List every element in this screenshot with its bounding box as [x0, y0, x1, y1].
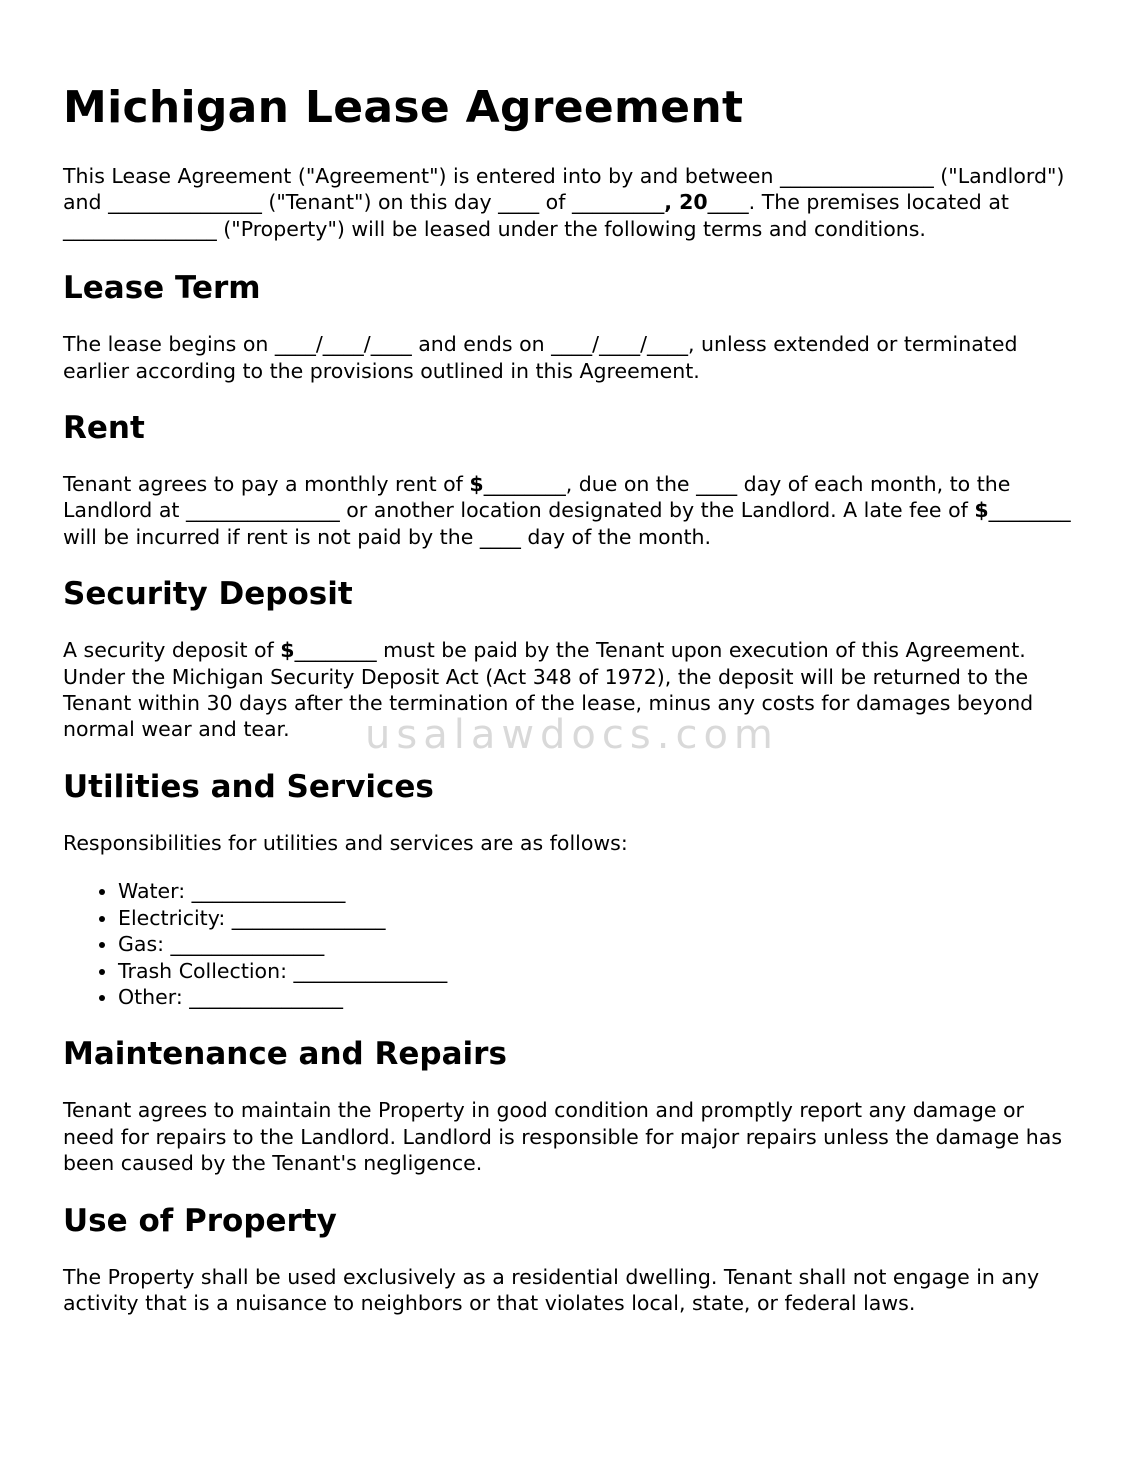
list-item: • Water: _______________	[118, 878, 1073, 904]
lease-term-paragraph: The lease begins on ____/____/____ and ends on ____/____/____, unless extended or terminated earlier according to the provisions outlined in this Agreement.	[63, 332, 1018, 383]
dollar-sign: $	[280, 638, 295, 663]
watermark: usalawdocs.com	[365, 712, 779, 758]
document-page	[63, 0, 1073, 1316]
lease-term-heading: Lease Term	[63, 270, 261, 307]
list-item: • Other: _______________	[118, 984, 1073, 1010]
use-of-property-paragraph: The Property shall be used exclusively as a residential dwelling. Tenant shall not engage in any activity that is a nuisance to neighbors or that violates local, state, or federal laws.	[63, 1264, 1040, 1315]
document-title: Michigan Lease Agreement	[63, 82, 744, 133]
use-of-property-heading: Use of Property	[63, 1202, 337, 1239]
list-item: • Trash Collection: _______________	[118, 958, 1073, 984]
intro-paragraph	[63, 163, 1073, 242]
intro-text-end: ____. The premises located at _______________ ("Property") will be leased under the following terms and conditions.	[63, 190, 1009, 241]
dollar-sign: $	[974, 498, 989, 523]
dollar-sign: $	[469, 472, 484, 497]
utilities-list	[63, 878, 1073, 1010]
security-deposit-heading: Security Deposit	[63, 576, 353, 613]
list-item: • Electricity: _______________	[118, 905, 1073, 931]
list-item: • Gas: _______________	[118, 931, 1073, 957]
utilities-heading: Utilities and Services	[63, 768, 434, 805]
maintenance-heading: Maintenance and Repairs	[63, 1036, 507, 1073]
intro-year-prefix: , 20	[664, 190, 708, 215]
intro-text: This Lease Agreement ("Agreement") is entered into by and between _______________ ("Landlord") and _______________ ("Tenant") on this day ____ of _________	[63, 164, 1065, 215]
security-deposit-paragraph: A security deposit of $________ must be paid by the Tenant upon execution of this Agreement. Under the Michigan Security Deposit Act (Act 348 of 1972), the deposit will be returned to the Tenant within 30 days after the termination of the lease, minus any costs for damages beyond normal wear and tear.	[63, 638, 1034, 742]
maintenance-paragraph: Tenant agrees to maintain the Property in good condition and promptly report any damage or need for repairs to the Landlord. Landlord is responsible for major repairs unless the damage has been caused by the Tenant's negligence.	[63, 1098, 1062, 1176]
rent-heading: Rent	[63, 410, 145, 447]
utilities-paragraph: Responsibilities for utilities and services are as follows:	[63, 830, 628, 855]
rent-paragraph: Tenant agrees to pay a monthly rent of $________, due on the ____ day of each month, to the Landlord at _______________ or another location designated by the Landlord. A late fee of $________ will be incurred if rent is not paid by the ____ day of the month.	[63, 472, 1071, 549]
